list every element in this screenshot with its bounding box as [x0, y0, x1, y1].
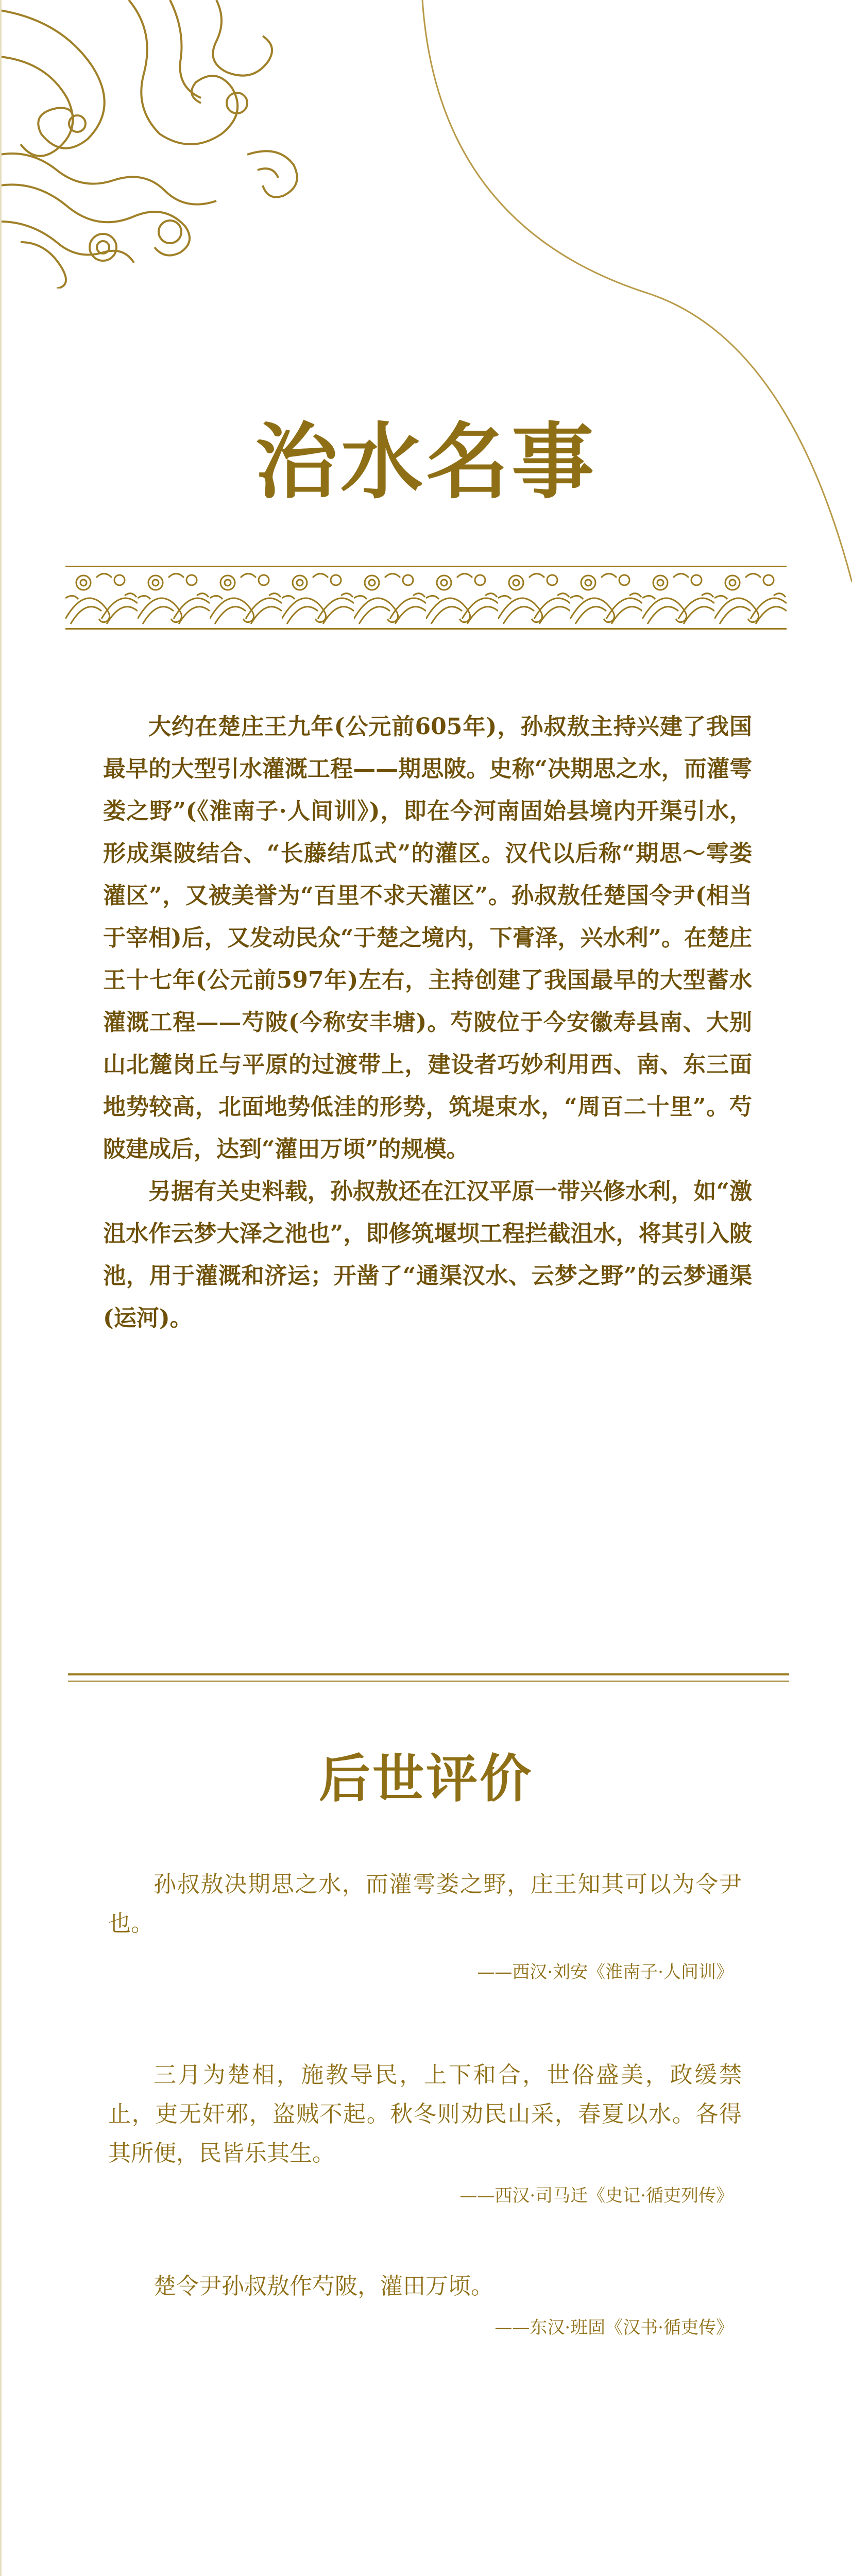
quote-source-3: ——东汉·班固《汉书·循吏传》 [495, 2317, 734, 2338]
quote-text-2: 三月为楚相，施教导民，上下和合，世俗盛美，政缓禁止，吏无奸邪，盗贼不起。秋冬则劝民山采，春夏以水。各得其所便，民皆乐其生。 [108, 2062, 742, 2166]
quote-text-1: 孙叔敖决期思之水，而灌雩娄之野，庄王知其可以为令尹也。 [108, 1871, 742, 1937]
section-divider-thin [68, 1681, 789, 1682]
section-title-main: 治水名事 [254, 413, 597, 510]
edge-line [0, 0, 2, 2576]
wave-band-top [65, 566, 787, 630]
intro-paragraph-1: 大约在楚庄王九年(公元前605年)，孙叔敖主持兴建了我国最早的大型引水灌溉工程——期思陂。史称“决期思之水，而灌雩娄之野”(《淮南子·人间训》)，即在今河南固始县境内开渠引水，形成渠陂结合、“长藤结瓜式”的灌区。汉代以后称“期思～雩娄灌区”，又被美誉为“百里不求天灌区”。孙叔敖任楚国令尹(相当于宰相)后，又发动民众“于楚之境内，下膏泽，兴水利”。在楚庄王十七年(公元前597年)左右，主持创建了我国最早的大型蓄水灌溉工程——芍陂(今称安丰塘)。芍陂位于今安徽寿县南、大别山北麓岗丘与平原的过渡带上，建设者巧妙利用西、南、东三面地势较高，北面地势低洼的形势，筑堤束水，“周百二十里”。芍陂建成后，达到“灌田万顷”的规模。 [103, 714, 752, 1162]
quote-source-1: ——西汉·刘安《淮南子·人间训》 [477, 1962, 734, 1982]
quote-source-2: ——西汉·司马迁《史记·循吏列传》 [459, 2185, 734, 2206]
intro-text [103, 706, 752, 1340]
quote-text-3: 楚令尹孙叔敖作芍陂，灌田万顷。 [154, 2273, 493, 2299]
wave-band-ornament-icon [65, 567, 787, 628]
intro-paragraph-2: 另据有关史料载，孙叔敖还在江汉平原一带兴修水利，如“激沮水作云梦大泽之池也”，即修筑堰坝工程拦截沮水，将其引入陂池，用于灌溉和济运；开凿了“通渠汉水、云梦之野”的云梦通渠(运河)。 [103, 1178, 752, 1331]
section-divider [68, 1673, 789, 1675]
cloud-ornament-icon [0, 0, 330, 289]
section-title-evaluation: 后世评价 [319, 1748, 533, 1809]
